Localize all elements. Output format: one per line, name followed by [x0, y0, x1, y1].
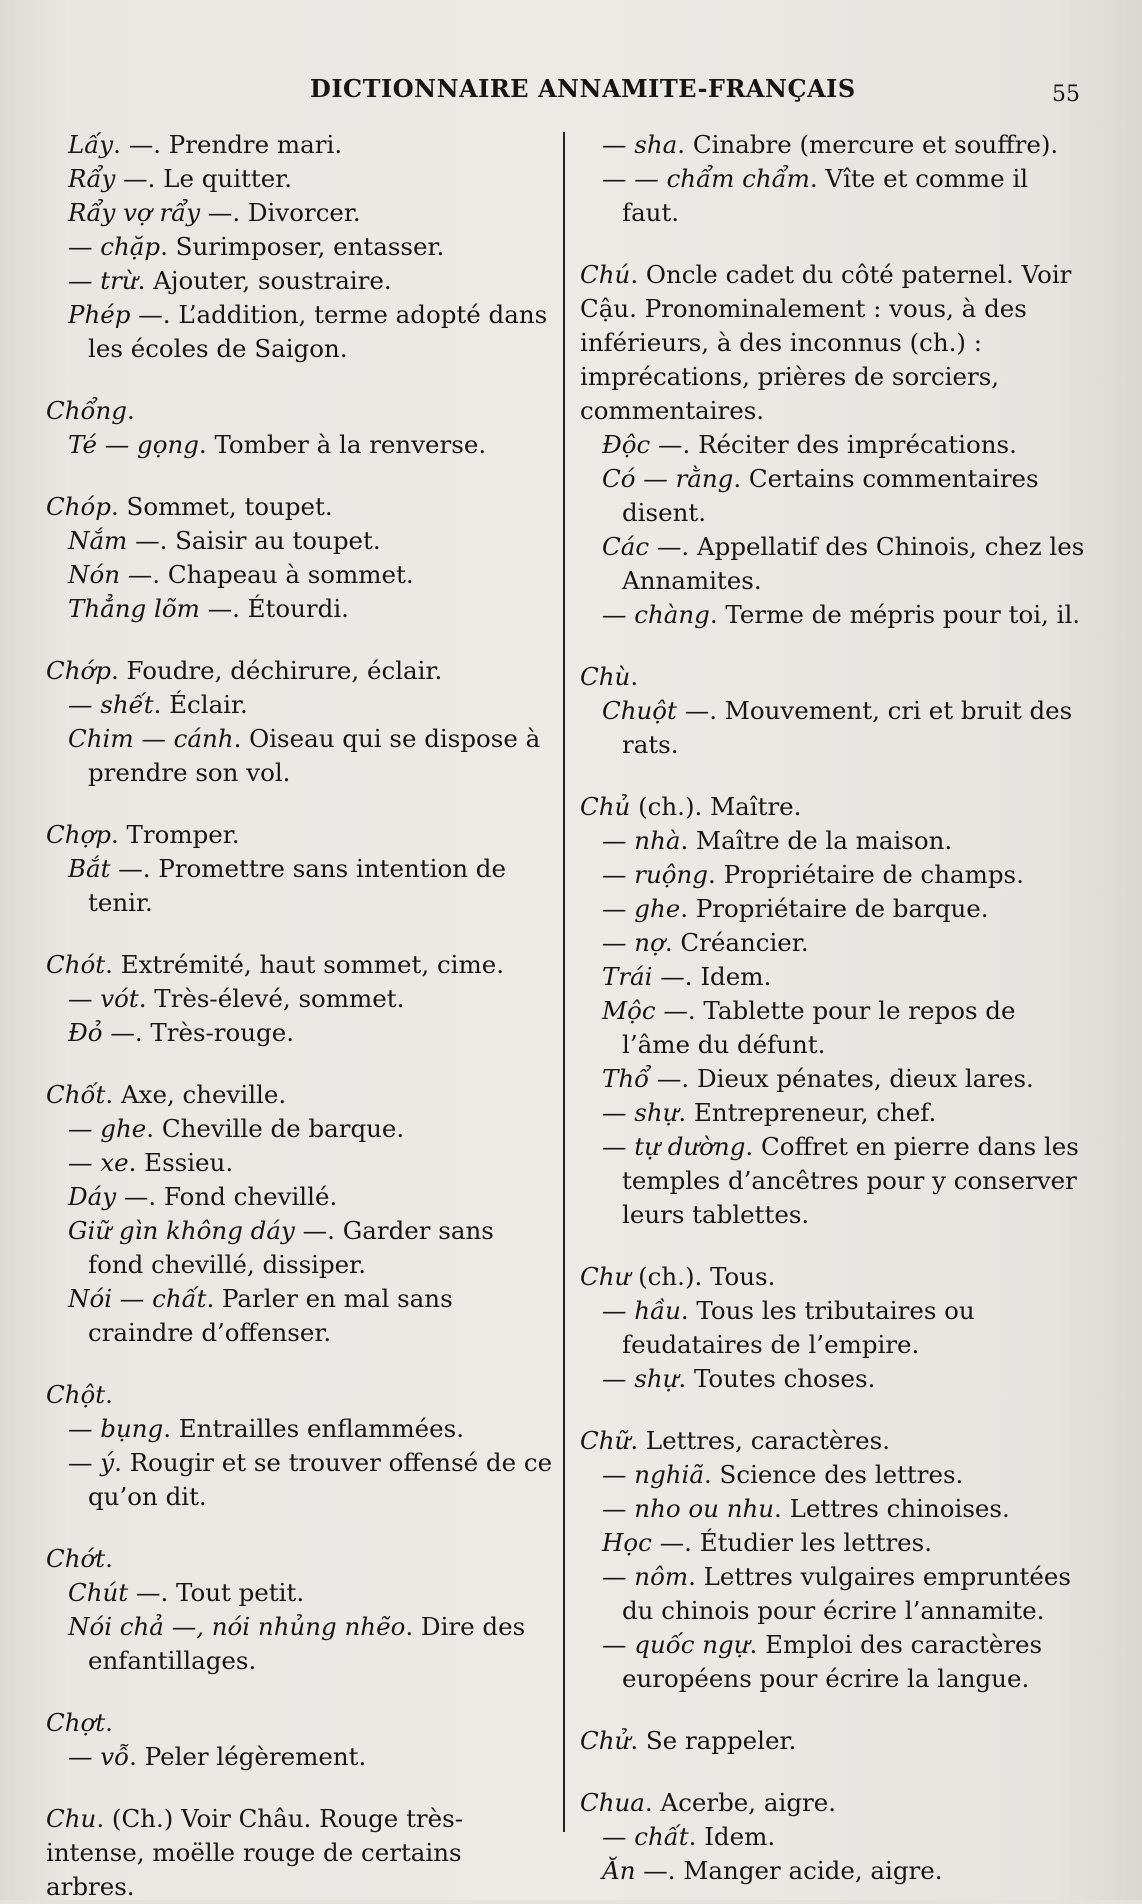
entry-definition: —. Mouvement, cri et bruit des rats. — [622, 696, 1073, 759]
entry-headword: Chốt — [46, 1080, 106, 1109]
running-title: DICTIONNAIRE ANNAMITE-FRANÇAIS — [310, 74, 856, 103]
dictionary-subentry — [580, 1294, 1088, 1362]
entry-definition: . —. Prendre mari. — [113, 130, 343, 159]
dictionary-subentry — [580, 1854, 1088, 1888]
entry-definition: —. L’addition, terme adopté dans les écoles de Saigon. — [88, 300, 548, 363]
entry-definition: . Tous les tributaires ou feudataires de l’empire. — [622, 1296, 975, 1359]
entry-definition: . Peler légèrement. — [129, 1742, 367, 1771]
entry-headword: Có — rằng — [602, 464, 734, 493]
entry-headword: — nôm — [602, 1562, 689, 1591]
entry-headword: Giữ gìn không dáy — [68, 1216, 295, 1245]
entry-definition: . Foudre, déchirure, éclair. — [110, 656, 443, 685]
dictionary-subentry — [46, 688, 554, 722]
entry-headword: Chua — [580, 1788, 645, 1817]
entry-headword: Té — gọng — [68, 430, 199, 459]
entry-headword: — trừ — [68, 266, 138, 295]
entry-definition: —. Idem. — [652, 962, 772, 991]
entry-definition: —. Très-rouge. — [102, 1018, 295, 1047]
entry-headword: — ý — [68, 1448, 115, 1477]
entry-definition: —. Divorcer. — [200, 198, 361, 227]
dictionary-subentry — [580, 530, 1088, 598]
entry-headword: Chú — [580, 260, 631, 289]
entry-headword: — tự dường — [602, 1132, 746, 1161]
dictionary-subentry — [580, 1560, 1088, 1628]
entry-definition: . Oncle cadet du côté paternel. Voir Cậu. Pronominalement : vous, à des inférieurs, à des inconnus (ch.) : imprécations, prières de sorciers, commentaires. — [580, 260, 1072, 425]
entry-definition: . (Ch.) Voir Châu. Rouge très-intense, moëlle rouge de certains arbres. — [46, 1804, 463, 1901]
entry-definition: . Terme de mépris pour toi, il. — [709, 600, 1081, 629]
dictionary-subentry — [580, 1526, 1088, 1560]
dictionary-subentry — [580, 1130, 1088, 1232]
dictionary-subentry — [46, 982, 554, 1016]
dictionary-subentry — [46, 1446, 554, 1514]
entry-definition: —. Chapeau à sommet. — [119, 560, 414, 589]
entry-headword: Trái — [602, 962, 653, 991]
column-divider — [563, 132, 565, 1832]
dictionary-subentry — [46, 1112, 554, 1146]
dictionary-subentry — [580, 694, 1088, 762]
dictionary-subentry — [580, 1362, 1088, 1396]
entry-headword: — chặp — [68, 232, 161, 261]
dictionary-entry — [46, 490, 554, 524]
entry-definition: (ch.). Maître. — [630, 792, 802, 821]
dictionary-subentry — [580, 994, 1088, 1062]
entry-headword: Đỏ — [68, 1018, 103, 1047]
dictionary-subentry — [580, 1820, 1088, 1854]
entry-definition: . Créancier. — [664, 928, 809, 957]
dictionary-entry — [46, 948, 554, 982]
entry-headword: — nghiã — [602, 1460, 704, 1489]
entry-headword: Chủ — [580, 792, 631, 821]
entry-definition: . Tomber à la renverse. — [198, 430, 487, 459]
dictionary-entry — [46, 1078, 554, 1112]
entry-definition: . Se rappeler. — [630, 1726, 797, 1755]
entry-headword: — ghe — [602, 894, 681, 923]
left-column — [46, 128, 554, 1904]
entry-headword: Chút — [68, 1578, 129, 1607]
entry-headword: Ăn — [602, 1856, 636, 1885]
dictionary-subentry — [580, 892, 1088, 926]
dictionary-entry — [580, 1724, 1088, 1758]
entry-definition: . — [105, 1380, 113, 1409]
dictionary-subentry — [46, 524, 554, 558]
entry-definition: . Maître de la maison. — [680, 826, 953, 855]
entry-headword: Chớp — [46, 656, 111, 685]
entry-definition: —. Garder sans fond chevillé, dissiper. — [88, 1216, 494, 1279]
entry-headword: Chư — [580, 1262, 631, 1291]
entry-headword: Dáy — [68, 1182, 117, 1211]
entry-headword: — sha — [602, 130, 678, 159]
page-number: 55 — [1052, 82, 1080, 107]
entry-headword: Nắm — [68, 526, 128, 555]
entry-headword: — shết — [68, 690, 154, 719]
entry-definition: . Oiseau qui se dispose à prendre son vol. — [88, 724, 541, 787]
entry-headword: — nợ — [602, 928, 665, 957]
dictionary-subentry — [46, 1576, 554, 1610]
dictionary-subentry — [46, 196, 554, 230]
entry-definition: . — [630, 662, 639, 691]
entry-definition: . Extrémité, haut sommet, cime. — [105, 950, 505, 979]
dictionary-subentry — [46, 162, 554, 196]
entry-definition: . Très-élevé, sommet. — [138, 984, 405, 1013]
dictionary-subentry — [580, 1096, 1088, 1130]
dictionary-subentry — [46, 1180, 554, 1214]
dictionary-subentry — [580, 598, 1088, 632]
dictionary-subentry — [580, 1628, 1088, 1696]
dictionary-entry — [580, 258, 1088, 428]
entry-definition: . Propriétaire de barque. — [680, 894, 989, 923]
dictionary-subentry — [46, 230, 554, 264]
entry-headword: Chột — [46, 1380, 106, 1409]
entry-headword: — vót — [68, 984, 139, 1013]
dictionary-entry — [46, 1706, 554, 1740]
entry-headword: Chu — [46, 1804, 97, 1833]
entry-definition: . Dire des enfantillages. — [88, 1612, 526, 1675]
entry-definition: . Emploi des caractères européens pour écrire la langue. — [622, 1630, 1043, 1693]
dictionary-subentry — [46, 592, 554, 626]
entry-headword: Thẳng lõm — [68, 594, 200, 623]
entry-definition: . Entrailles enflammées. — [163, 1414, 465, 1443]
dictionary-subentry — [46, 1610, 554, 1678]
entry-headword: Rẩy vợ rẩy — [68, 198, 201, 227]
dictionary-subentry — [46, 1740, 554, 1774]
entry-headword: Phép — [68, 300, 131, 329]
entry-headword: — shự — [602, 1098, 679, 1127]
entry-headword: Nón — [68, 560, 120, 589]
entry-headword: — shự — [602, 1364, 679, 1393]
entry-definition: . Acerbe, aigre. — [644, 1788, 837, 1817]
dictionary-subentry — [580, 462, 1088, 530]
dictionary-subentry — [580, 128, 1088, 162]
dictionary-subentry — [580, 960, 1088, 994]
entry-definition: . Propriétaire de champs. — [708, 860, 1024, 889]
entry-definition: . Cinabre (mercure et souffre). — [677, 130, 1059, 159]
entry-headword: Nói — chất — [68, 1284, 207, 1313]
dictionary-subentry — [580, 858, 1088, 892]
dictionary-entry — [580, 790, 1088, 824]
entry-definition: . Rougir et se trouver offensé de ce qu’on dit. — [88, 1448, 553, 1511]
dictionary-subentry — [46, 1412, 554, 1446]
entry-headword: Chót — [46, 950, 106, 979]
dictionary-entry — [580, 1424, 1088, 1458]
entry-headword: Bắt — [68, 854, 111, 883]
dictionary-subentry — [46, 428, 554, 462]
entry-definition: . Sommet, toupet. — [110, 492, 333, 521]
dictionary-entry — [580, 1260, 1088, 1294]
entry-headword: — xe — [68, 1148, 129, 1177]
entry-definition: —. Manger acide, aigre. — [635, 1856, 943, 1885]
dictionary-subentry — [580, 1062, 1088, 1096]
right-column — [580, 128, 1088, 1888]
entry-definition: . Essieu. — [128, 1148, 234, 1177]
entry-definition: . — [105, 1544, 113, 1573]
dictionary-subentry — [580, 1458, 1088, 1492]
entry-definition: . Toutes choses. — [678, 1364, 876, 1393]
entry-headword: — bụng — [68, 1414, 164, 1443]
entry-definition: —. Réciter des imprécations. — [650, 430, 1017, 459]
entry-headword: — vỗ — [68, 1742, 130, 1771]
entry-definition: . Idem. — [688, 1822, 776, 1851]
entry-headword: — chất — [602, 1822, 689, 1851]
entry-definition: (ch.). Tous. — [630, 1262, 776, 1291]
entry-definition: . Lettres vulgaires empruntées du chinois pour écrire l’annamite. — [622, 1562, 1071, 1625]
entry-definition: . Lettres, caractères. — [630, 1426, 890, 1455]
dictionary-subentry — [580, 162, 1088, 230]
entry-definition: —. Étudier les lettres. — [651, 1528, 933, 1557]
entry-headword: Chử — [580, 1726, 631, 1755]
dictionary-subentry — [46, 1016, 554, 1050]
entry-definition: . Coffret en pierre dans les temples d’ancêtres pour y conserver leurs tablettes. — [622, 1132, 1079, 1229]
dictionary-subentry — [46, 558, 554, 592]
entry-definition: —. Appellatif des Chinois, chez les Annamites. — [622, 532, 1085, 595]
dictionary-entry — [46, 654, 554, 688]
dictionary-subentry — [580, 428, 1088, 462]
entry-definition: —. Étourdi. — [199, 594, 349, 623]
entry-headword: Chớt — [46, 1544, 106, 1573]
dictionary-subentry — [580, 824, 1088, 858]
entry-definition: —. Tablette pour le repos de l’âme du défunt. — [622, 996, 1016, 1059]
entry-definition: . Lettres chinoises. — [774, 1494, 1010, 1523]
entry-headword: Chợp — [46, 820, 111, 849]
entry-headword: Chuột — [602, 696, 677, 725]
dictionary-subentry — [580, 926, 1088, 960]
dictionary-subentry — [46, 1282, 554, 1350]
entry-definition: . Vîte et comme il faut. — [622, 164, 1029, 227]
dictionary-subentry — [46, 1146, 554, 1180]
entry-headword: Chù — [580, 662, 631, 691]
dictionary-entry — [46, 1542, 554, 1576]
dictionary-subentry — [46, 264, 554, 298]
entry-definition: . Tromper. — [110, 820, 240, 849]
entry-headword: Chóp — [46, 492, 111, 521]
dictionary-subentry — [46, 1214, 554, 1282]
dictionary-entry — [580, 1786, 1088, 1820]
entry-headword: Mộc — [602, 996, 656, 1025]
dictionary-subentry — [46, 128, 554, 162]
entry-definition: . Certains commentaires disent. — [622, 464, 1039, 527]
entry-definition: —. Promettre sans intention de tenir. — [88, 854, 506, 917]
dictionary-entry — [46, 1802, 554, 1904]
entry-headword: — quốc ngự — [602, 1630, 750, 1659]
entry-headword: Thổ — [602, 1064, 650, 1093]
entry-headword: — ruộng — [602, 860, 708, 889]
dictionary-entry — [46, 1378, 554, 1412]
entry-headword: — hầu — [602, 1296, 681, 1325]
entry-headword: Chợt — [46, 1708, 106, 1737]
entry-definition: . Éclair. — [153, 690, 248, 719]
entry-definition: . Entrepreneur, chef. — [678, 1098, 937, 1127]
entry-headword: Chổng — [46, 396, 127, 425]
dictionary-subentry — [580, 1492, 1088, 1526]
entry-headword: Độc — [602, 430, 651, 459]
entry-definition: . Ajouter, soustraire. — [137, 266, 392, 295]
page-header — [0, 74, 1142, 114]
entry-headword: Nói chả —, nói nhủng nhẽo — [68, 1612, 406, 1641]
entry-headword: Các — [602, 532, 650, 561]
entry-definition: . Science des lettres. — [703, 1460, 964, 1489]
entry-headword: Lấy — [68, 130, 114, 159]
entry-headword: — ghe — [68, 1114, 147, 1143]
dictionary-subentry — [46, 722, 554, 790]
dictionary-subentry — [46, 298, 554, 366]
entry-headword: — — chẩm chẩm — [602, 164, 810, 193]
entry-definition: . Parler en mal sans craindre d’offenser. — [88, 1284, 453, 1347]
entry-definition: —. Le quitter. — [115, 164, 293, 193]
entry-definition: —. Tout petit. — [128, 1578, 305, 1607]
dictionary-entry — [580, 660, 1088, 694]
entry-headword: Rẩy — [68, 164, 116, 193]
entry-definition: —. Saisir au toupet. — [127, 526, 381, 555]
entry-definition: . — [105, 1708, 113, 1737]
entry-definition: . Surimposer, entasser. — [160, 232, 445, 261]
entry-headword: — nhà — [602, 826, 681, 855]
entry-definition: . Cheville de barque. — [146, 1114, 405, 1143]
entry-definition: . Axe, cheville. — [105, 1080, 287, 1109]
dictionary-entry — [46, 818, 554, 852]
entry-headword: Chữ — [580, 1426, 631, 1455]
dictionary-entry — [46, 394, 554, 428]
entry-headword: Học — [602, 1528, 652, 1557]
entry-definition: —. Fond chevillé. — [116, 1182, 338, 1211]
entry-definition: —. Dieux pénates, dieux lares. — [649, 1064, 1034, 1093]
entry-headword: — chàng — [602, 600, 710, 629]
entry-definition: . — [126, 396, 135, 425]
dictionary-subentry — [46, 852, 554, 920]
entry-headword: Chim — cánh — [68, 724, 234, 753]
entry-headword: — nho ou nhu — [602, 1494, 775, 1523]
